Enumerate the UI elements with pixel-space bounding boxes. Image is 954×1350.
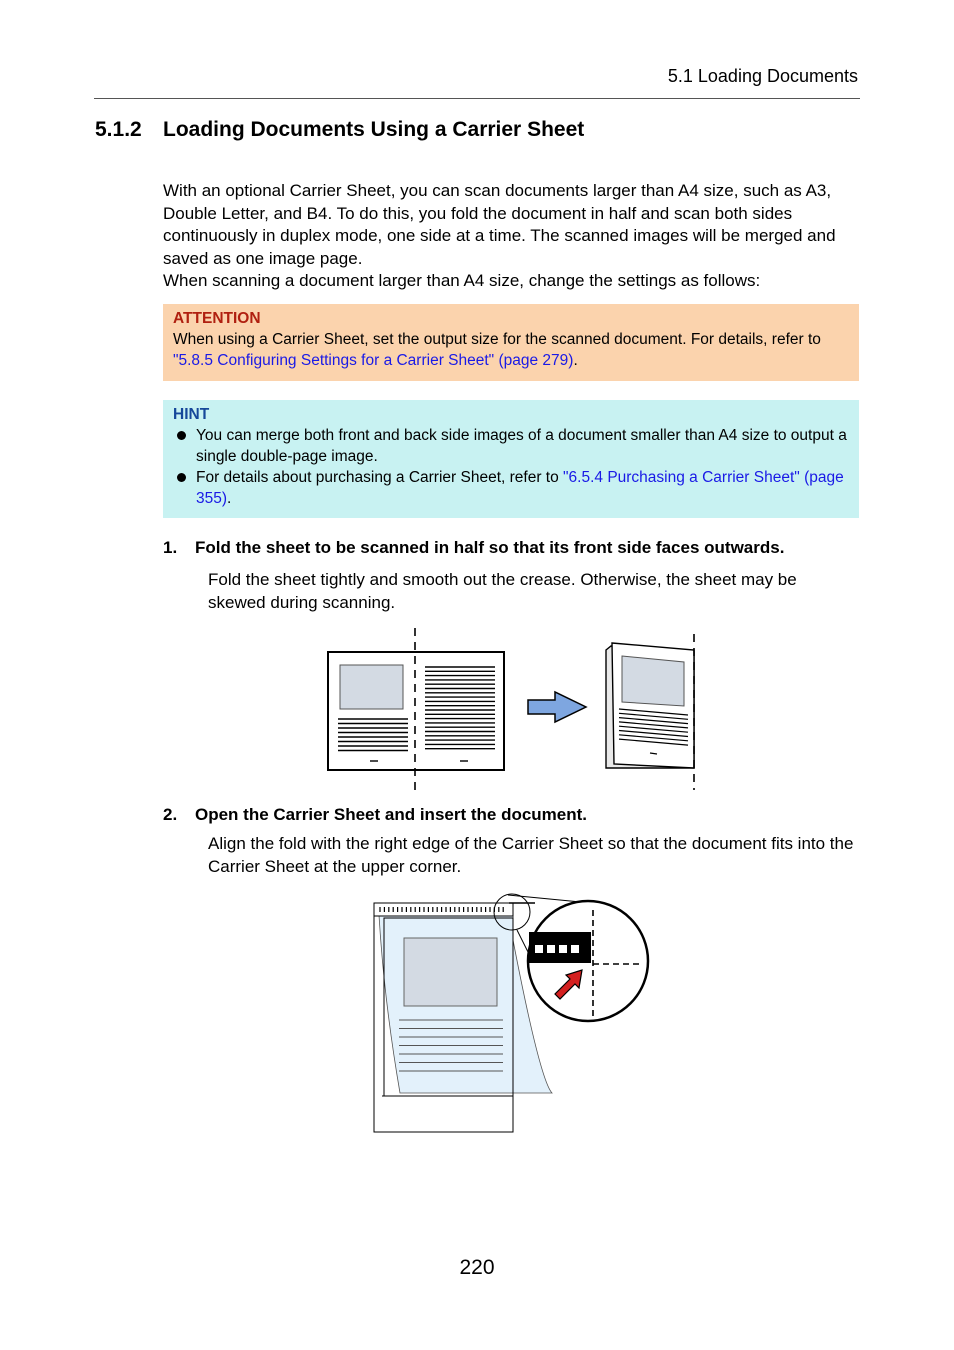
pointer-arrow-icon bbox=[555, 970, 582, 999]
bullet-icon bbox=[177, 431, 186, 440]
magnifier-circle bbox=[528, 901, 648, 1021]
step-2-title-text: Open the Carrier Sheet and insert the document. bbox=[195, 805, 588, 824]
hint-item-text: You can merge both front and back side images of a document smaller than A4 size to output a single double-page image. bbox=[196, 427, 847, 465]
intro-paragraph-2: When scanning a document larger than A4 size, change the settings as follows: bbox=[163, 271, 761, 291]
step-2-title bbox=[163, 805, 587, 825]
step-1-title bbox=[163, 538, 784, 558]
attention-link[interactable]: "5.8.5 Configuring Settings for a Carrier Sheet" (page 279) bbox=[173, 352, 574, 369]
hint-item bbox=[173, 467, 849, 509]
section-number: 5.1.2 bbox=[95, 118, 142, 141]
hint-link[interactable]: "6.5.4 Purchasing a Carrier Sheet" (page 355) bbox=[196, 469, 844, 507]
step-2-description: Align the fold with the right edge of the Carrier Sheet so that the document fits into the Carrier Sheet at the upper corner. bbox=[208, 834, 854, 876]
folded-sheet bbox=[606, 634, 694, 790]
hint-item-text: For details about purchasing a Carrier Sheet, refer to bbox=[196, 469, 564, 486]
running-header: 5.1 Loading Documents bbox=[667, 66, 858, 86]
carrier-sheet-illustration bbox=[374, 894, 648, 1132]
bullet-icon bbox=[177, 473, 186, 482]
header-rule bbox=[94, 98, 860, 99]
hint-list bbox=[173, 425, 849, 509]
page-number: 220 bbox=[459, 1256, 495, 1279]
hint-item-text-end: . bbox=[227, 490, 232, 507]
section-title bbox=[95, 118, 584, 142]
arrow-right-icon bbox=[528, 692, 586, 722]
hint-label: HINT bbox=[173, 406, 210, 423]
step-1-title-text: Fold the sheet to be scanned in half so that its front side faces outwards. bbox=[195, 538, 785, 557]
intro-text bbox=[163, 180, 863, 293]
attention-text bbox=[173, 329, 849, 371]
step-1-description: Fold the sheet tightly and smooth out the crease. Otherwise, the sheet may be skewed during scanning. bbox=[208, 570, 797, 612]
attention-label: ATTENTION bbox=[173, 310, 261, 327]
hint-item bbox=[173, 425, 849, 467]
unfolded-sheet bbox=[328, 628, 504, 790]
step-1-number: 1. bbox=[163, 538, 178, 557]
intro-paragraph-1: With an optional Carrier Sheet, you can scan documents larger than A4 size, such as A3, Double Letter, and B4. To do this, you fold the document in half and scan both sides continuously in duplex mode, one side at a time. The scanned images will be merged and saved as one image page. bbox=[163, 181, 836, 268]
attention-text-body: When using a Carrier Sheet, set the output size for the scanned document. For details, refer to bbox=[173, 331, 821, 348]
attention-text-end: . bbox=[573, 352, 578, 369]
hint-box bbox=[163, 400, 859, 518]
section-title-text: Loading Documents Using a Carrier Sheet bbox=[163, 118, 585, 141]
step-2-number: 2. bbox=[163, 805, 178, 824]
attention-box bbox=[163, 304, 859, 381]
